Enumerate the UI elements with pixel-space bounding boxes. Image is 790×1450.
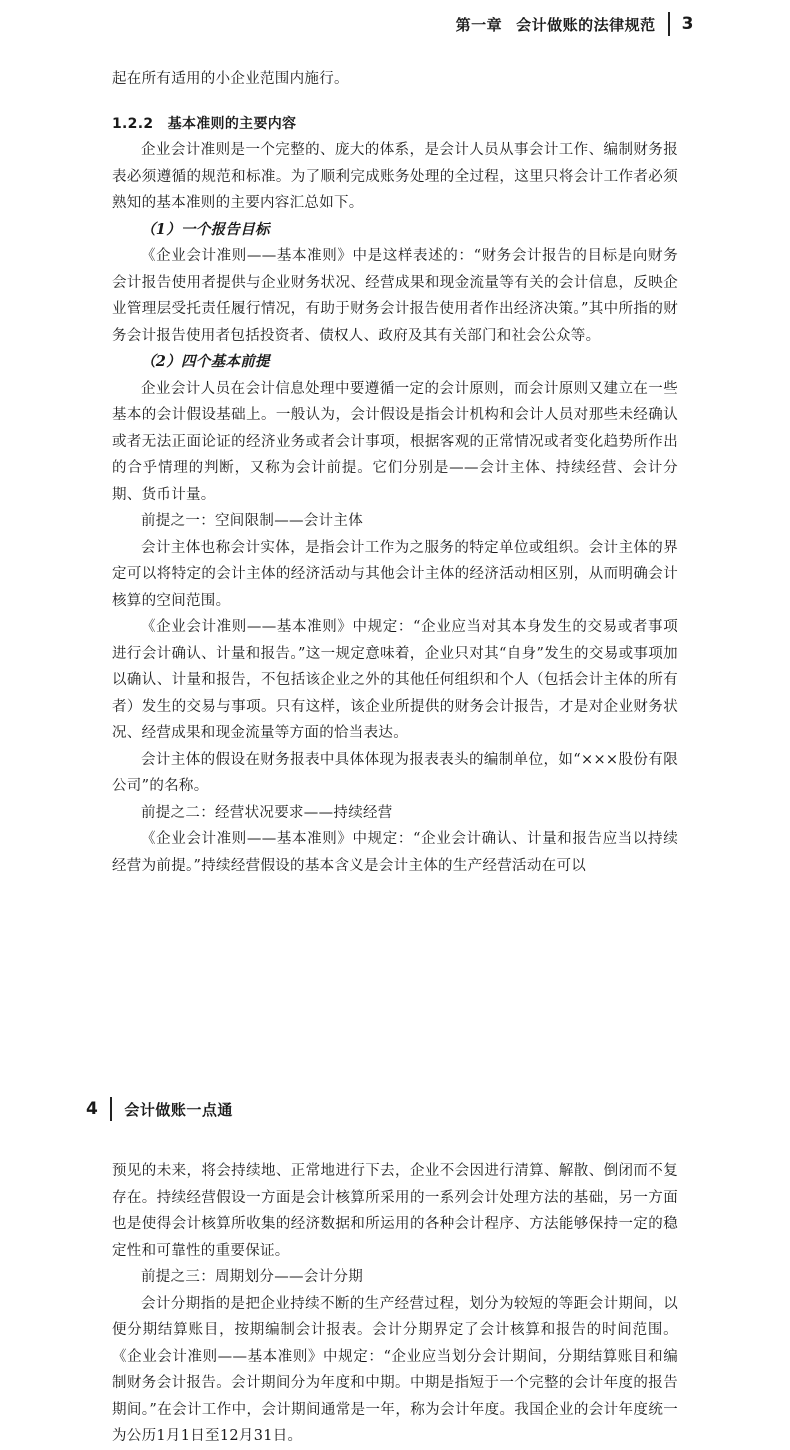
chapter-label: 第一章 <box>455 15 503 34</box>
page-4 <box>0 1080 790 1444</box>
paragraph: 起在所有适用的小企业范围内施行。 <box>112 71 349 87</box>
chapter-title: 会计做账的法律规范 <box>516 15 656 34</box>
paragraph: 会计主体也称会计实体，是指会计工作为之服务的特定单位或组织。会计主体的界定可以将特定的会计主体的经济活动与其他会计主体的经济活动相区别，从而明确会计核算的空间范围。 <box>112 539 678 609</box>
paragraph: 会计主体的假设在财务报表中具体体现为报表表头的编制单位，如“×××股份有限公司”的名称。 <box>112 751 678 794</box>
paragraph: 《企业会计准则——基本准则》中是这样表述的：“财务会计报告的目标是向财务会计报告使用者提供与企业财务状况、经营成果和现金流量等有关的会计信息，反映企业管理层受托责任履行情况，有助于财务会计报告使用者作出经济决策。”其中所指的财务会计报告使用者包括投资者、债权人、政府及其有关部门和社会公众等。 <box>112 248 678 344</box>
paragraph: 《企业会计准则——基本准则》中规定：“企业应当对其本身发生的交易或者事项进行会计确认、计量和报告。”这一规定意味着，企业只对其“自身”发生的交易或事项加以确认、计量和报告，不包括该企业之外的其他任何组织和个人（包括会计主体的所有者）发生的交易与事项。只有这样，该企业所提供的财务会计报告，才是对企业财务状况、经营成果和现金流量等方面的恰当表达。 <box>112 619 678 741</box>
section-heading: 1.2.2 基本准则的主要内容 <box>112 115 297 132</box>
page-3-body <box>112 66 678 879</box>
paragraph: 企业会计人员在会计信息处理中要遵循一定的会计原则，而会计原则又建立在一些基本的会计假设基础上。一般认为，会计假设是指会计机构和会计人员对那些未经确认或者无法正面论证的经济业务或者会计事项，根据客观的正常情况或者变化趋势所作出的合乎情理的判断，又称为会计前提。它们分别是——会计主体、持续经营、会计分期、货币计量。 <box>112 380 678 503</box>
subheading: （2）四个基本前提 <box>141 353 270 370</box>
premise-heading: 前提之三：周期划分——会计分期 <box>141 1269 363 1285</box>
header-divider <box>110 1097 112 1121</box>
paragraph: 会计分期指的是把企业持续不断的生产经营过程，划分为较短的等距会计期间，以便分期结算账目，按期编制会计报表。会计分期界定了会计核算和报告的时间范围。《企业会计准则——基本准则》中规定：“企业应当划分会计期间，分期结算账目和编制财务会计报告。会计期间分为年度和中期。中期是指短于一个完整的会计年度的报告期间。”在会计工作中，会计期间通常是一年，称为会计年度。我国企业的会计年度统一为公历1月1日至12月31日。 <box>112 1295 678 1444</box>
page-4-body <box>112 1158 678 1450</box>
paragraph: 预见的未来，将会持续地、正常地进行下去，企业不会因进行清算、解散、倒闭而不复存在。持续经营假设一方面是会计核算所采用的一系列会计处理方法的基础，另一方面也是使得会计核算所收集的经济数据和所运用的各种会计程序、方法能够保持一定的稳定性和可靠性的重要保证。 <box>112 1163 678 1259</box>
running-head-left <box>86 1097 233 1121</box>
premise-heading: 前提之二：经营状况要求——持续经营 <box>141 804 393 821</box>
page-number: 3 <box>681 14 694 34</box>
book-title: 会计做账一点通 <box>124 1100 233 1119</box>
page-number: 4 <box>86 1099 99 1119</box>
premise-heading: 前提之一：空间限制——会计主体 <box>141 513 363 529</box>
running-head-right <box>456 12 694 36</box>
paragraph: 企业会计准则是一个完整的、庞大的体系，是会计人员从事会计工作、编制财务报表必须遵循的规范和标准。为了顺利完成账务处理的全过程，这里只将会计工作者必须熟知的基本准则的主要内容汇总如下。 <box>112 142 678 211</box>
subheading: （1）一个报告目标 <box>141 220 270 238</box>
paragraph: 《企业会计准则——基本准则》中规定：“企业会计确认、计量和报告应当以持续经营为前提。”持续经营假设的基本含义是会计主体的生产经营活动在可以 <box>112 831 678 874</box>
header-divider <box>668 12 670 36</box>
